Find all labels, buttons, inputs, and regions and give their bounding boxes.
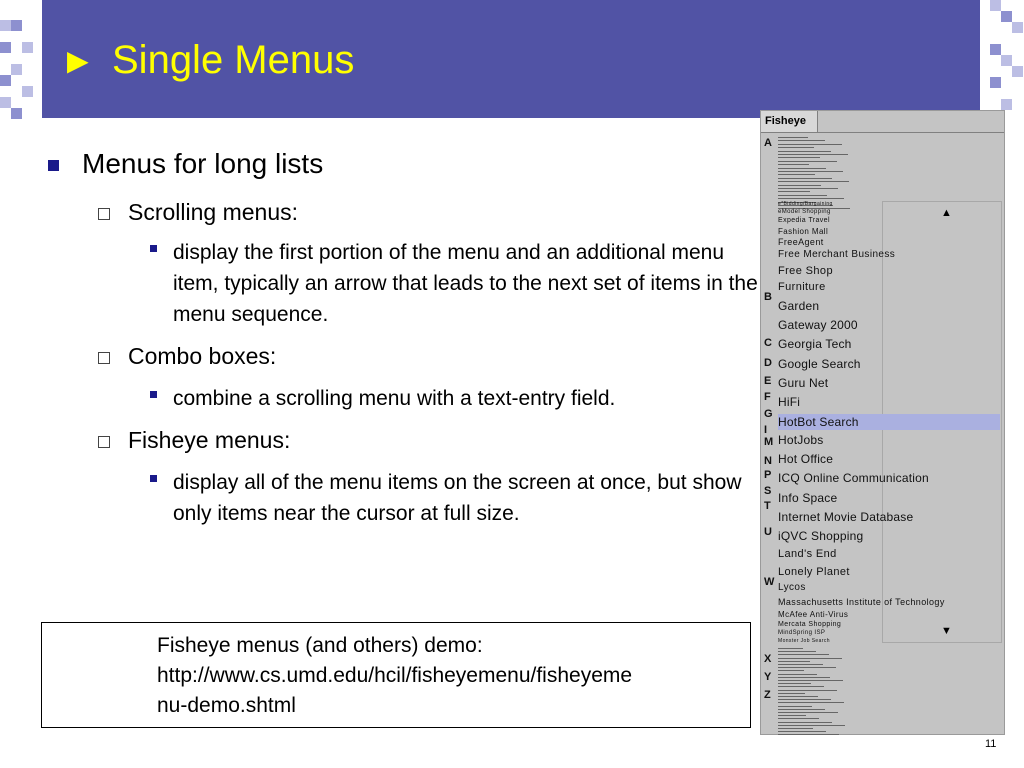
demo-text	[157, 631, 737, 721]
compressed-menu-item[interactable]	[778, 670, 804, 671]
menu-item[interactable]: eModel Shopping	[778, 209, 831, 215]
compressed-menu-item[interactable]	[778, 702, 844, 703]
menu-item[interactable]: Info Space	[778, 491, 838, 505]
menu-item[interactable]: ICQ Online Communication	[778, 471, 929, 485]
index-letter-i: I	[764, 424, 768, 436]
menu-item[interactable]: e*Bidding/Bargaining	[778, 201, 833, 207]
compressed-menu-item[interactable]	[778, 674, 817, 675]
index-letter-c: C	[764, 337, 772, 349]
menu-item[interactable]: Internet Movie Database	[778, 510, 914, 524]
scroll-down-icon[interactable]: ▼	[941, 625, 952, 637]
compressed-menu-item[interactable]	[778, 667, 836, 668]
compressed-menu-item[interactable]	[778, 154, 848, 155]
compressed-menu-item[interactable]	[778, 690, 837, 691]
compressed-menu-item[interactable]	[778, 709, 825, 710]
menu-item[interactable]: Expedia Travel	[778, 217, 830, 224]
hollow-square-bullet-icon	[98, 208, 110, 220]
compressed-menu-item[interactable]	[778, 198, 844, 199]
compressed-menu-item[interactable]	[778, 178, 832, 179]
index-letter-z: Z	[764, 689, 771, 701]
index-letter-g: G	[764, 408, 773, 420]
demo-link-box	[41, 622, 751, 728]
compressed-menu-item[interactable]	[778, 185, 821, 186]
compressed-menu-item[interactable]	[778, 715, 806, 716]
compressed-menu-item[interactable]	[778, 706, 812, 707]
compressed-menu-item[interactable]	[778, 661, 810, 662]
index-letter-d: D	[764, 357, 772, 369]
compressed-menu-item[interactable]	[778, 151, 831, 152]
index-letter-f: F	[764, 391, 771, 403]
square-bullet-icon	[48, 160, 59, 171]
demo-url-line-2[interactable]: nu-demo.shtml	[157, 694, 296, 717]
compressed-menu-item[interactable]	[778, 734, 839, 735]
compressed-menu-item[interactable]	[778, 680, 843, 681]
demo-caption: Fisheye menus (and others) demo:	[157, 634, 483, 657]
menu-item[interactable]: HotJobs	[778, 433, 824, 447]
menu-item[interactable]: Fashion Mall	[778, 227, 829, 236]
square-bullet-icon	[150, 391, 157, 398]
compressed-menu-item[interactable]	[778, 683, 811, 684]
compressed-menu-item[interactable]	[778, 164, 809, 165]
index-letter-x: X	[764, 653, 772, 665]
menu-item[interactable]: iQVC Shopping	[778, 529, 864, 543]
compressed-menu-item[interactable]	[778, 181, 849, 182]
index-letter-s: S	[764, 485, 772, 497]
menu-item[interactable]: HotBot Search	[778, 414, 1000, 430]
compressed-menu-item[interactable]	[778, 648, 803, 649]
menu-item[interactable]: Google Search	[778, 357, 861, 371]
bullet-text: display all of the menu items on the screen at once, but show only items near the cursor at full size.	[173, 471, 742, 525]
compressed-menu-item[interactable]	[778, 722, 832, 723]
index-letter-y: Y	[764, 671, 772, 683]
menu-item[interactable]: Gateway 2000	[778, 318, 858, 332]
fisheye-menu-panel	[760, 110, 1005, 735]
bullet-text: combine a scrolling menu with a text-entry field.	[173, 387, 616, 410]
compressed-menu-item[interactable]	[778, 147, 814, 148]
compressed-menu-item[interactable]	[778, 161, 837, 162]
compressed-menu-item[interactable]	[778, 188, 838, 189]
menu-item[interactable]: Guru Net	[778, 376, 829, 390]
fisheye-tab[interactable]: Fisheye	[761, 111, 818, 133]
index-letter-w: W	[764, 576, 775, 588]
bullet-text: Scrolling menus:	[128, 199, 299, 225]
menu-item[interactable]: Georgia Tech	[778, 337, 852, 351]
bullet-text: Combo boxes:	[128, 343, 277, 369]
menu-item[interactable]: HiFi	[778, 395, 801, 409]
compressed-menu-item[interactable]	[778, 712, 838, 713]
slide-title: Single Menus	[112, 38, 355, 82]
bullet-text: Menus for long lists	[82, 148, 324, 179]
compressed-menu-item[interactable]	[778, 651, 816, 652]
hollow-square-bullet-icon	[98, 352, 110, 364]
index-letter-m: M	[764, 436, 774, 448]
title-bar	[42, 0, 980, 118]
compressed-menu-item[interactable]	[778, 699, 831, 700]
menu-item[interactable]: Lycos	[778, 582, 806, 593]
menu-item[interactable]: Garden	[778, 299, 820, 313]
compressed-menu-item[interactable]	[778, 140, 825, 141]
menu-item[interactable]: Furniture	[778, 281, 826, 293]
menu-item[interactable]: Free Merchant Business	[778, 249, 896, 260]
compressed-menu-item[interactable]	[778, 664, 823, 665]
compressed-menu-item[interactable]	[778, 137, 808, 138]
menu-item[interactable]: MindSpring ISP	[778, 630, 826, 636]
compressed-menu-item[interactable]	[778, 191, 810, 192]
menu-item[interactable]: Mercata Shopping	[778, 621, 842, 628]
scroll-up-icon[interactable]: ▲	[941, 207, 952, 219]
menu-item[interactable]: Lonely Planet	[778, 566, 850, 578]
index-letter-b: B	[764, 291, 772, 303]
compressed-menu-item[interactable]	[778, 693, 805, 694]
hollow-square-bullet-icon	[98, 436, 110, 448]
compressed-menu-item[interactable]	[778, 677, 830, 678]
menu-item[interactable]: Monster Job Search	[778, 638, 830, 644]
compressed-menu-item[interactable]	[778, 686, 824, 687]
menu-item[interactable]: FreeAgent	[778, 237, 824, 247]
compressed-menu-item[interactable]	[778, 144, 842, 145]
compressed-menu-item[interactable]	[778, 168, 826, 169]
index-letter-t: T	[764, 500, 771, 512]
square-bullet-icon	[150, 475, 157, 482]
menu-item[interactable]: Land's End	[778, 548, 837, 560]
menu-item[interactable]: Hot Office	[778, 452, 834, 466]
compressed-menu-item[interactable]	[778, 157, 820, 158]
compressed-menu-item[interactable]	[778, 696, 818, 697]
compressed-menu-item[interactable]	[778, 725, 845, 726]
compressed-menu-item[interactable]	[778, 174, 815, 175]
bullet-text: Fisheye menus:	[128, 427, 291, 453]
square-bullet-icon	[150, 245, 157, 252]
page-number: 11	[985, 738, 997, 750]
index-letter-u: U	[764, 526, 772, 538]
compressed-menu-item[interactable]	[778, 718, 819, 719]
compressed-menu-item[interactable]	[778, 171, 843, 172]
menu-item[interactable]: Free Shop	[778, 265, 833, 277]
compressed-menu-item[interactable]	[778, 731, 826, 732]
compressed-menu-item[interactable]	[778, 654, 829, 655]
compressed-menu-item[interactable]	[778, 195, 827, 196]
index-letter-n: N	[764, 455, 772, 467]
compressed-menu-item[interactable]	[778, 728, 813, 729]
index-letter-p: P	[764, 469, 772, 481]
tab-divider	[817, 132, 1004, 133]
bullet-text: display the first portion of the menu and an additional menu item, typically an arrow that leads to the next set of items in the menu sequence.	[173, 241, 758, 326]
title-marker-icon: ►	[60, 40, 96, 81]
demo-url-line-1[interactable]: http://www.cs.umd.edu/hcil/fisheyemenu/fisheyeme	[157, 664, 633, 687]
index-letter-e: E	[764, 375, 772, 387]
index-letter-a: A	[764, 137, 772, 149]
compressed-menu-item[interactable]	[778, 658, 842, 659]
menu-item[interactable]: McAfee Anti-Virus	[778, 610, 849, 619]
menu-item[interactable]: Massachusetts Institute of Technology	[778, 597, 945, 607]
